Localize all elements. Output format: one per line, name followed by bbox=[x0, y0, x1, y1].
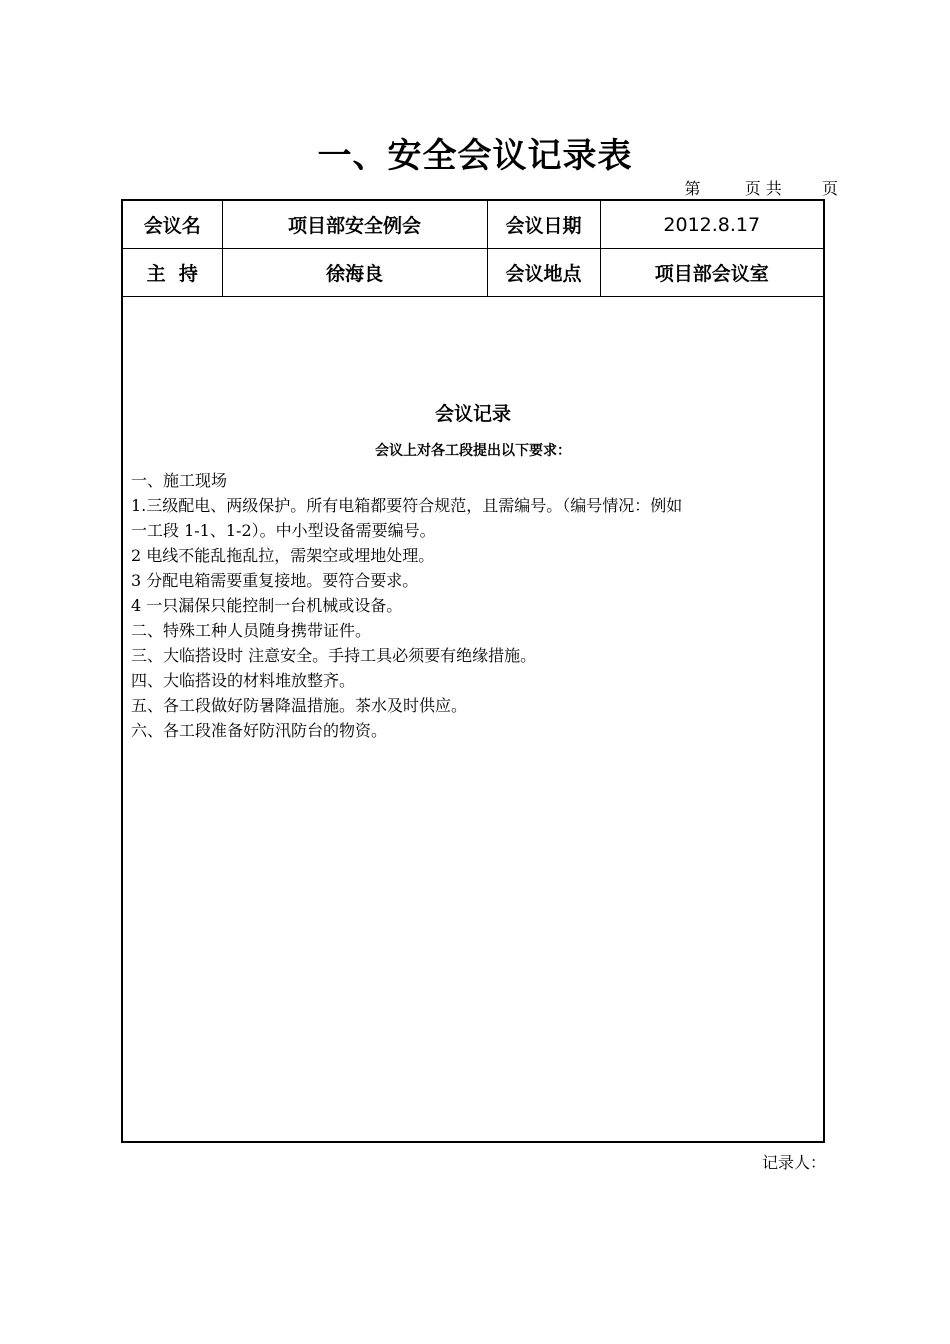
record-heading: 会议记录 bbox=[434, 403, 511, 425]
record-line: 1.三级配电、两级保护。所有电箱都要符合规范，且需编号。（编号情况：例如 bbox=[131, 496, 683, 515]
meeting-name-value: 项目部安全例会 bbox=[222, 201, 487, 249]
meeting-date-label: 会议日期 bbox=[487, 201, 600, 249]
meeting-name-label: 会议名 bbox=[123, 201, 222, 249]
page-label-ye: 页 bbox=[821, 179, 838, 198]
record-line: 一工段 1-1、1-2）。中小型设备需要编号。 bbox=[131, 521, 436, 540]
record-line: 二、特殊工种人员随身携带证件。 bbox=[131, 621, 372, 640]
page-numbering bbox=[685, 176, 839, 199]
record-line: 六、各工段准备好防汛防台的物资。 bbox=[131, 721, 388, 740]
location-label: 会议地点 bbox=[487, 249, 600, 297]
host-label: 主 持 bbox=[123, 249, 222, 297]
record-line: 4 一只漏保只能控制一台机械或设备。 bbox=[131, 596, 403, 615]
header-row-1 bbox=[123, 201, 823, 249]
record-body bbox=[131, 299, 815, 743]
meeting-record-sheet bbox=[121, 199, 825, 1143]
record-line: 五、各工段做好防暑降温措施。茶水及时供应。 bbox=[131, 696, 468, 715]
record-line: 一、施工现场 bbox=[131, 471, 228, 490]
page-label-ye-gong: 页 共 bbox=[744, 179, 782, 198]
page-label-di: 第 bbox=[684, 179, 701, 198]
record-subheading: 会议上对各工段提出以下要求： bbox=[375, 443, 571, 459]
record-line: 三、大临搭设时 注意安全。手持工具必须要有绝缘措施。 bbox=[131, 646, 537, 665]
location-value: 项目部会议室 bbox=[600, 249, 823, 297]
record-line: 四、大临搭设的材料堆放整齐。 bbox=[131, 671, 356, 690]
header-row-2 bbox=[123, 249, 823, 297]
meeting-date-value: 2012.8.17 bbox=[600, 201, 823, 249]
host-value: 徐海良 bbox=[222, 249, 487, 297]
recorder-label: 记录人： bbox=[761, 1153, 826, 1172]
record-lines bbox=[131, 468, 815, 743]
meeting-header-table bbox=[123, 201, 823, 297]
document-title: 一、安全会议记录表 bbox=[317, 136, 633, 176]
record-line: 3 分配电箱需要重复接地。要符合要求。 bbox=[131, 571, 419, 590]
record-line: 2 电线不能乱拖乱拉，需架空或埋地处理。 bbox=[131, 546, 435, 565]
